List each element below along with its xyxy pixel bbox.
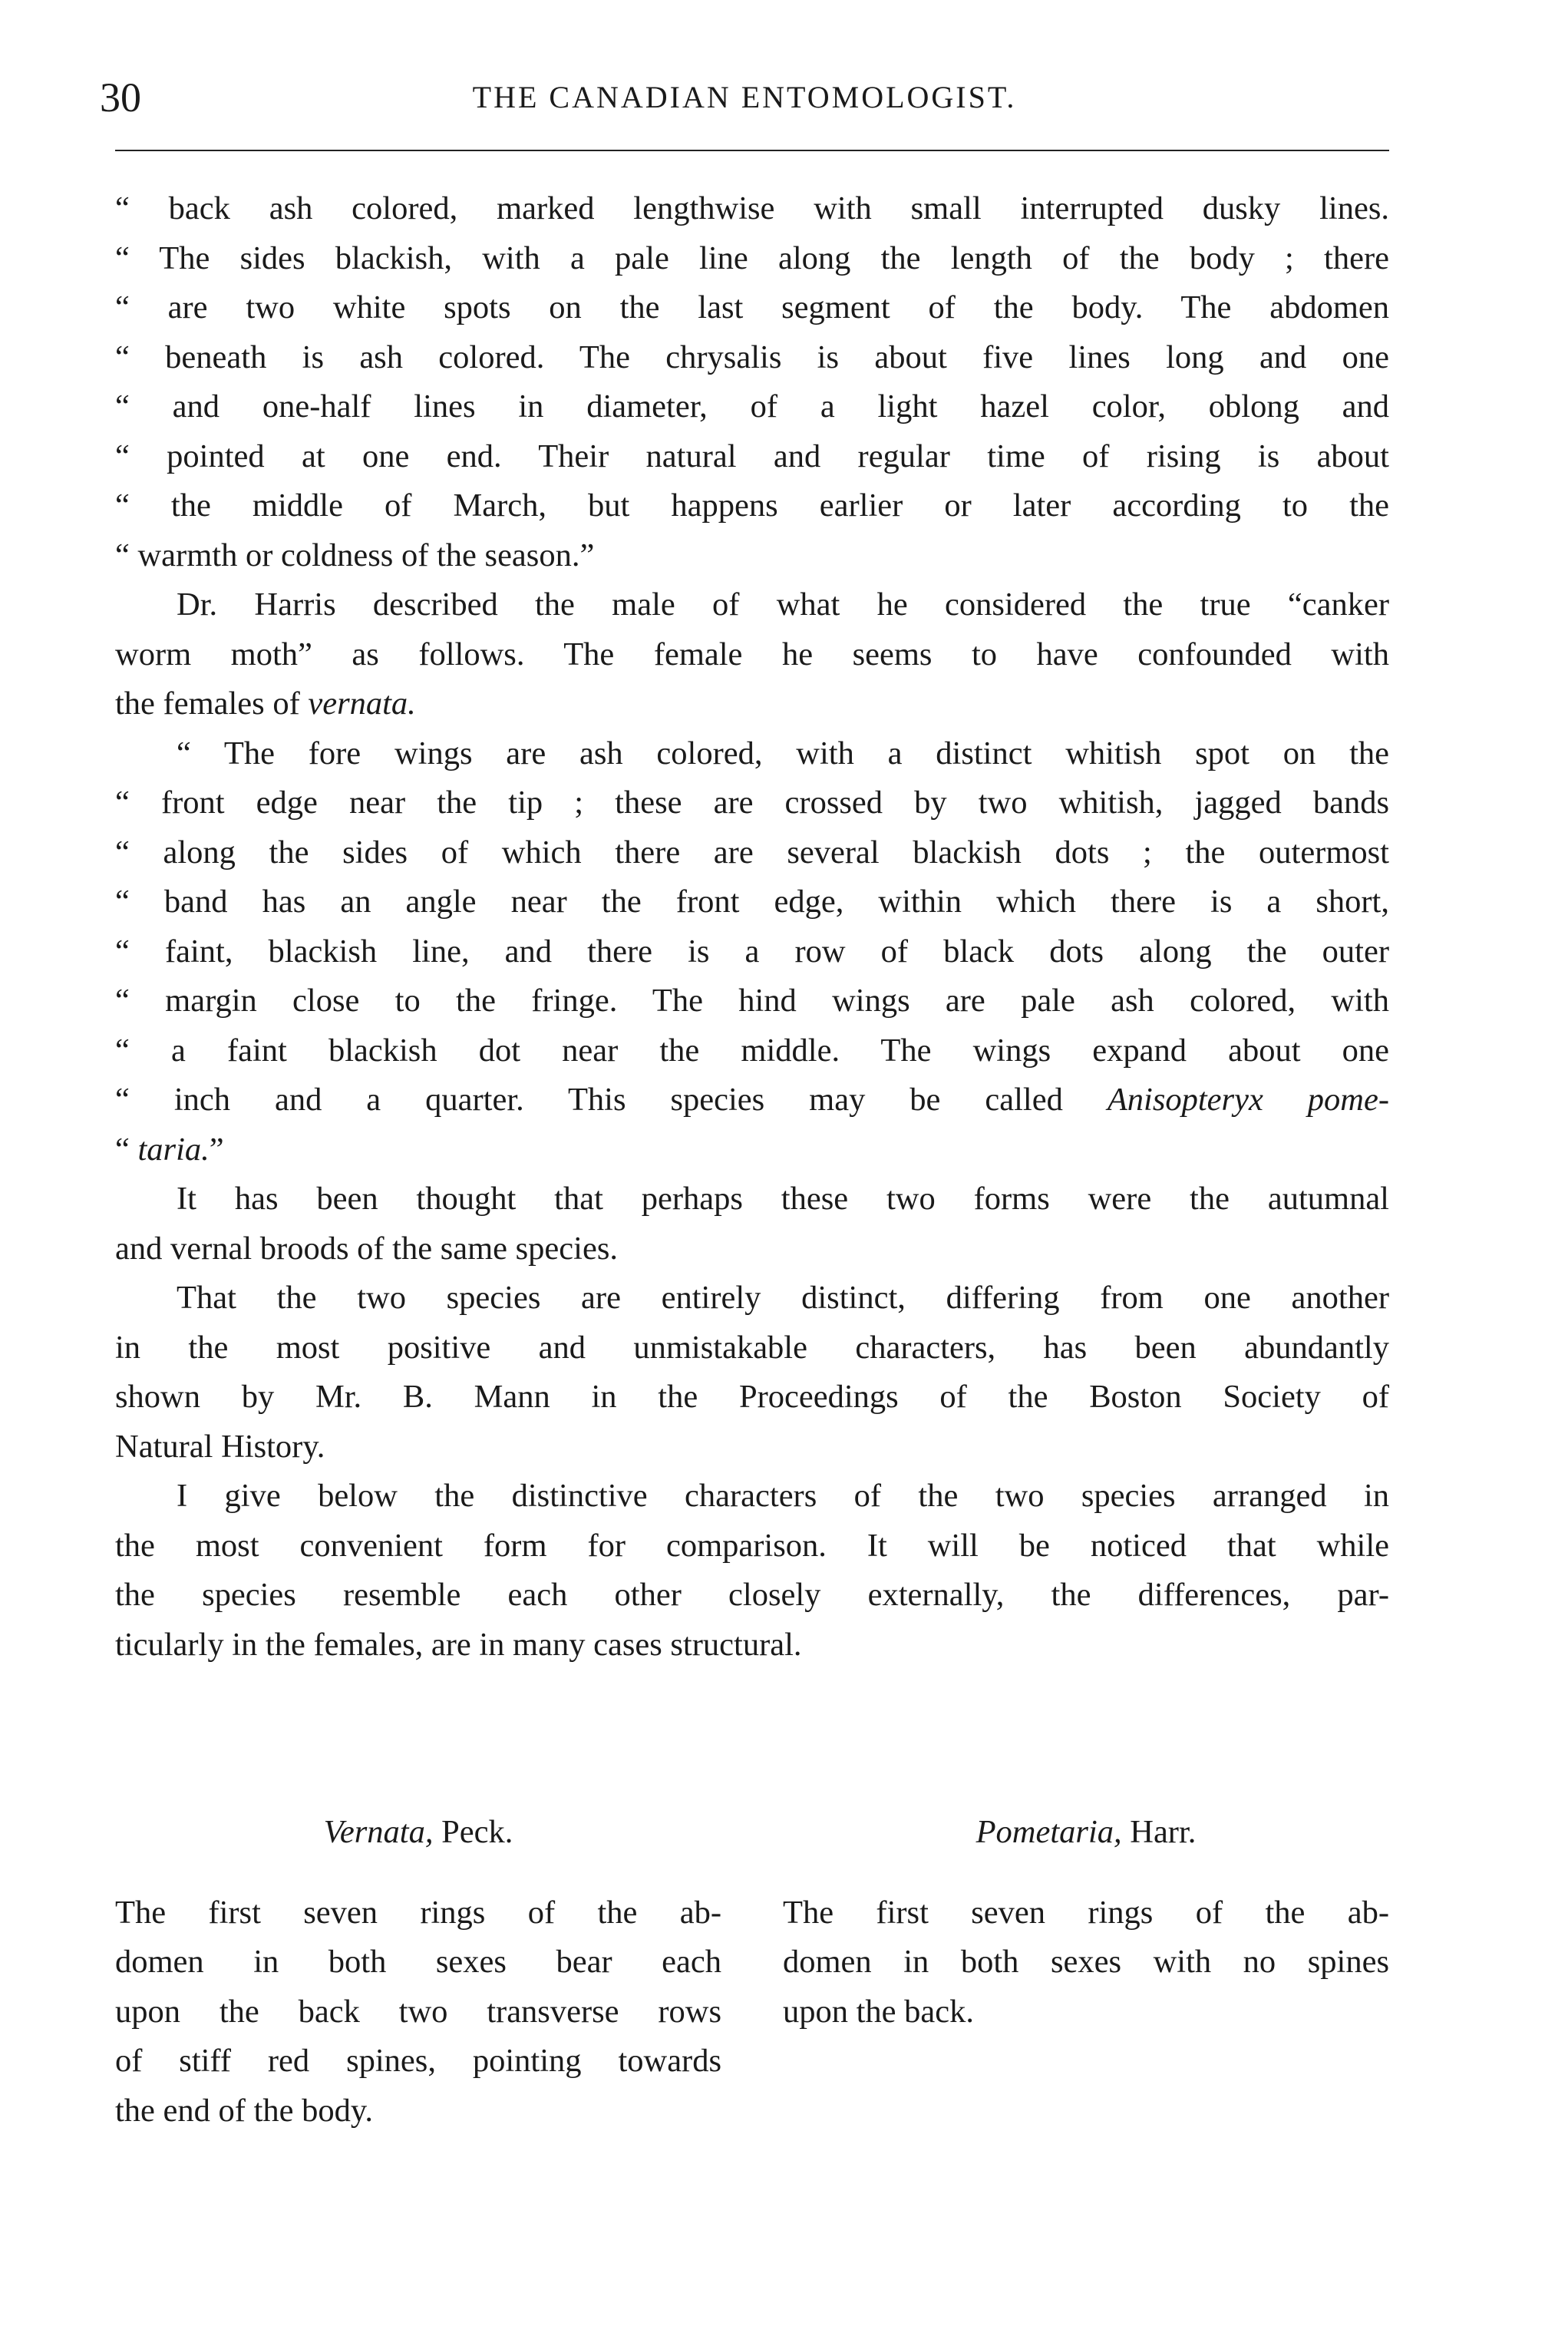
species-name-italic: Vernata,	[323, 1814, 434, 1850]
text-line: Natural History.	[115, 1428, 325, 1465]
text-line: shown by Mr. B. Mann in the Proceedings of the Boston Society of	[115, 1379, 1389, 1415]
species-name-italic: Pometaria,	[975, 1814, 1122, 1850]
text-line: the end of the body.	[115, 2092, 373, 2129]
column-vernata	[115, 1808, 721, 2136]
text-line: “ along the sides of which there are several blackish dots ; the outermost	[115, 834, 1389, 871]
page-header	[100, 71, 1389, 124]
paragraph-harris	[115, 580, 1389, 729]
text-run: “ inch and a quarter. This species may be called	[115, 1082, 1108, 1118]
running-head: THE CANADIAN ENTOMOLOGIST.	[472, 80, 1017, 114]
quote-wing-description	[115, 729, 1389, 1175]
text-line: “ front edge near the tip ; these are crossed by two whitish, jagged bands	[115, 785, 1389, 821]
paragraph-broods	[115, 1175, 1389, 1274]
text-line: “ the middle of March, but happens earlier or later according to the	[115, 487, 1389, 524]
column-text	[115, 1888, 721, 2136]
species-name-italic: taria.	[137, 1131, 210, 1168]
text-run: the females of	[115, 686, 309, 722]
body-text	[115, 184, 1389, 1670]
paragraph-distinct	[115, 1274, 1389, 1472]
page-number: 30	[100, 74, 141, 121]
text-line: “ faint, blackish line, and there is a row of black dots along the outer	[115, 933, 1389, 970]
paragraph-comparison-intro	[115, 1472, 1389, 1670]
text-line: “ The fore wings are ash colored, with a distinct whitish spot on the	[177, 735, 1389, 771]
author-name: Harr.	[1121, 1814, 1197, 1850]
text-line: the species resemble each other closely externally, the differences, par-	[115, 1577, 1389, 1613]
text-line: “ band has an angle near the front edge, within which there is a short,	[115, 884, 1389, 920]
column-heading	[783, 1808, 1389, 1858]
text-line: of stiff red spines, pointing towards	[115, 2043, 721, 2079]
text-line: That the two species are entirely distinct, differing from one another	[177, 1280, 1389, 1316]
quote-larva-description	[115, 184, 1389, 580]
column-heading	[115, 1808, 721, 1858]
text-line: “ back ash colored, marked lengthwise with small interrupted dusky lines.	[115, 190, 1389, 226]
text-line: I give below the distinctive characters of the two species arranged in	[177, 1478, 1389, 1514]
text-line	[115, 1125, 1389, 1175]
text-line: “ warmth or coldness of the season.”	[115, 537, 595, 573]
text-line: The first seven rings of the ab-	[783, 1894, 1389, 1931]
text-line: “ The sides blackish, with a pale line along the length of the body ; there	[115, 240, 1389, 276]
text-line: “ and one-half lines in diameter, of a light hazel color, oblong and	[115, 388, 1389, 425]
column-pometaria	[783, 1808, 1389, 2037]
text-line: “ margin close to the fringe. The hind wings are pale ash colored, with	[115, 983, 1389, 1019]
text-line: ticularly in the females, are in many cases structural.	[115, 1626, 802, 1663]
text-run: “	[115, 1131, 138, 1168]
text-line: “ pointed at one end. Their natural and regular time of rising is about	[115, 438, 1389, 474]
text-line	[115, 1075, 1389, 1125]
text-line: in the most positive and unmistakable characters, has been abundantly	[115, 1329, 1389, 1366]
text-line	[115, 679, 1389, 729]
text-line: upon the back two transverse rows	[115, 1993, 721, 2030]
text-line: “ beneath is ash colored. The chrysalis is about five lines long and one	[115, 339, 1389, 375]
text-run: ”	[209, 1131, 224, 1168]
text-line: It has been thought that perhaps these two forms were the autumnal	[177, 1181, 1389, 1217]
species-name-italic: vernata.	[308, 686, 416, 722]
text-line: “ are two white spots on the last segment of the body. The abdomen	[115, 289, 1389, 325]
text-line: upon the back.	[783, 1993, 975, 2030]
text-line: worm moth” as follows. The female he seems to have confounded with	[115, 636, 1389, 672]
text-line: The first seven rings of the ab-	[115, 1894, 721, 1931]
species-name-italic: Anisopteryx pome-	[1107, 1082, 1389, 1118]
author-name: Peck.	[433, 1814, 513, 1850]
text-line: domen in both sexes bear each	[115, 1944, 721, 1980]
text-line: Dr. Harris described the male of what he considered the true “canker	[177, 586, 1389, 623]
text-line: domen in both sexes with no spines	[783, 1944, 1389, 1980]
text-line: the most convenient form for comparison. It will be noticed that while	[115, 1527, 1389, 1564]
column-text	[783, 1888, 1389, 2037]
header-rule	[115, 150, 1389, 151]
text-line: and vernal broods of the same species.	[115, 1230, 618, 1267]
text-line: “ a faint blackish dot near the middle. The wings expand about one	[115, 1032, 1389, 1069]
